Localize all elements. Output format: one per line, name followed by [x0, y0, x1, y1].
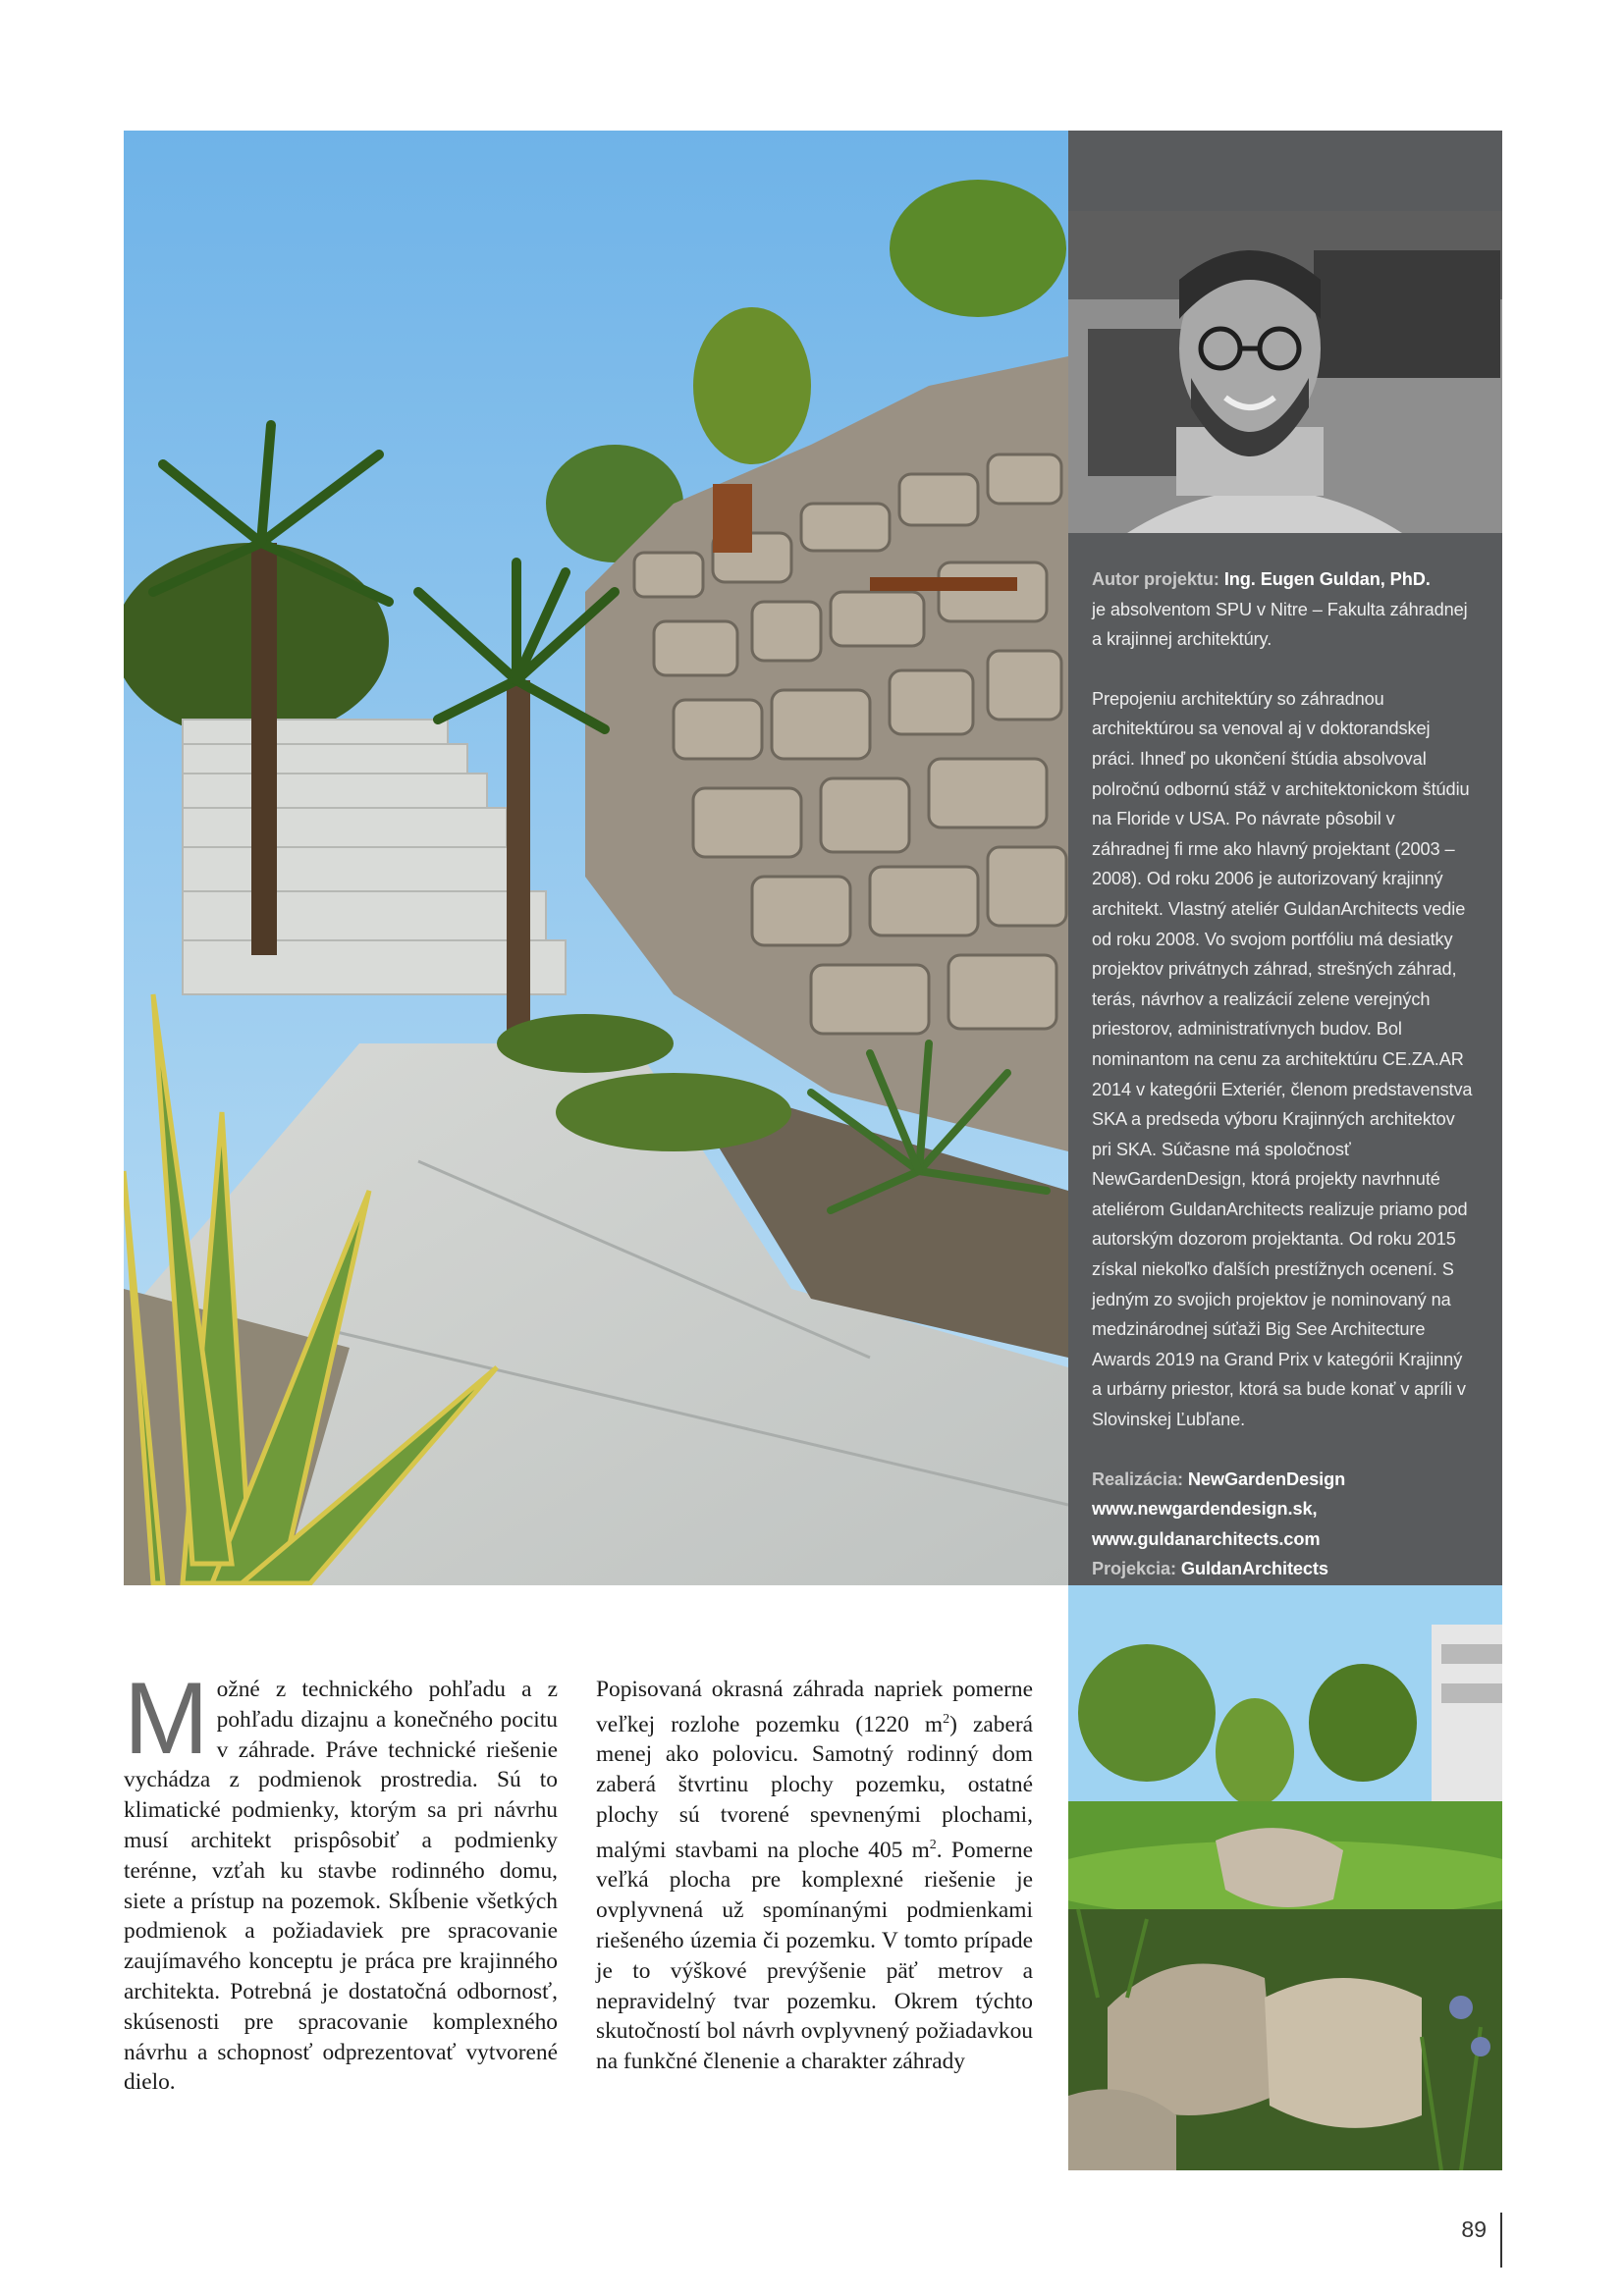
author-portrait [1068, 211, 1502, 533]
column-2-text-b: ) zaberá menej ako polovicu. Samotný rodinný dom zaberá štvrtinu plochy pozemku, ostatné plochy sú tvorené spevnenými plochami, malými stavbami na ploche 405 m [596, 1711, 1034, 1863]
url-guldanarchitects: www.guldanarchitects.com [1092, 1528, 1321, 1549]
url-newgardendesign: www.newgardendesign.sk, [1092, 1499, 1318, 1520]
superscript-2-area: 2 [929, 1837, 937, 1852]
author-name: Ing. Eugen Guldan, PhD. [1223, 569, 1431, 589]
author-bio-text: Prepojeniu architektúry so záhradnou architektúrou sa venoval aj v doktorandskej práci. Ihneď po ukončení štúdia absolvoval polročnú odbornú stáž v architektonickom štúdiu na Floride v USA. Po návrate pôsobil v záhradnej fi rme ako hlavný projektant (2003 – 2008). Od roku 2006 je autorizovaný krajinný architekt. Vlastný ateliér GuldanArchitects vedie od roku 2008. Vo svojom portfóliu má desiatky projektov privátnych záhrad, strešných záhrad, terás, návrhov a realizácií zelene verejných priestorov, administratívnych budov. Bol nominantom na cenu za architektúru CE.ZA.AR 2014 v kategórii Exteriér, členom predstavenstva SKA a predseda výboru Krajinných architektov pri SKA. Súčasne má spoločnosť NewGardenDesign, ktorá projekty navrhnuté ateliérom GuldanArchitects realizuje priamo pod autorským dozorom projektanta. Od roku 2015 získal niekoľko ďalších prestížnych ocenení. S jedným zo svojich projektov je nominovaný na medzinárodnej súťaži Big See Architecture Awards 2019 na Grand Prix v kategórii Krajinný a urbárny priestor, ktorá sa bude konať v apríli v Slovinskej Ľubľane. [1092, 688, 1473, 1430]
author-line [1092, 564, 1477, 595]
superscript-2-area: 2 [943, 1711, 950, 1727]
article-paragraph-2 [596, 1675, 1033, 2077]
projekcia-value: GuldanArchitects [1180, 1559, 1328, 1579]
article-paragraph-1 [124, 1662, 558, 2098]
author-sidebar [1068, 131, 1502, 1585]
author-intro: je absolventom SPU v Nitre – Fakulta záhradnej a krajinnej architektúry. [1092, 599, 1468, 650]
article-column-2 [596, 1675, 1033, 2077]
realizacia-label: Realizácia: [1092, 1468, 1183, 1489]
garden-photo-boulders [1068, 1585, 1502, 2170]
realizacia-value: NewGardenDesign [1187, 1468, 1346, 1489]
projekcia-label: Projekcia: [1092, 1559, 1176, 1579]
garden-photo-main [124, 131, 1068, 1585]
author-portrait-photo [1068, 211, 1502, 533]
drop-cap: M [124, 1662, 209, 1776]
page-number-rule [1500, 2213, 1502, 2268]
page-number: 89 [1461, 2216, 1487, 2242]
realizacia-line [1092, 1465, 1477, 1495]
garden-boulders-photo [1068, 1585, 1502, 2170]
article-column-1 [124, 1662, 558, 2098]
column-2-text-c: . Pomerne veľká plocha pre komplexné riešenie je ovplyvnená už spomínanými podmienkami riešeného územia či pozemku. V tomto prípade je to výškové prevýšenie päť metrov a nepravidelný tvar pozemku. Okrem týchto skutočností bol návrh ovplyvnený požiadavkou na funkčné členenie a charakter záhrady [596, 1837, 1034, 2075]
author-bio [1092, 564, 1477, 1584]
projekcia-line [1092, 1554, 1477, 1584]
column-2-text-a: Popisovaná okrasná záhrada napriek pomerne veľkej rozlohe pozemku (1220 m [596, 1677, 1033, 1737]
garden-stone-wall-photo [124, 131, 1068, 1585]
column-1-text: ožné z technického pohľadu a z pohľadu dizajnu a konečného pocitu v záhrade. Práve technické riešenie vychádza z podmienok prostredia. Sú to klimatické podmienky, ktorým sa pri návrhu musí architekt prispôsobiť a podmienky terénne, vzťah ku stavbe rodinného domu, siete a prístup na pozemok. Skĺbenie všetkých podmienok a požiadaviek pre spracovanie zaujímavého konceptu je práca pre krajinného architekta. Potrebná je dostatočná odbornosť, skúsenosti pre spracovanie komplexného návrhu a schopnosť odprezentovať vytvorené dielo. [124, 1677, 558, 2096]
author-label: Autor projektu: [1092, 569, 1219, 589]
